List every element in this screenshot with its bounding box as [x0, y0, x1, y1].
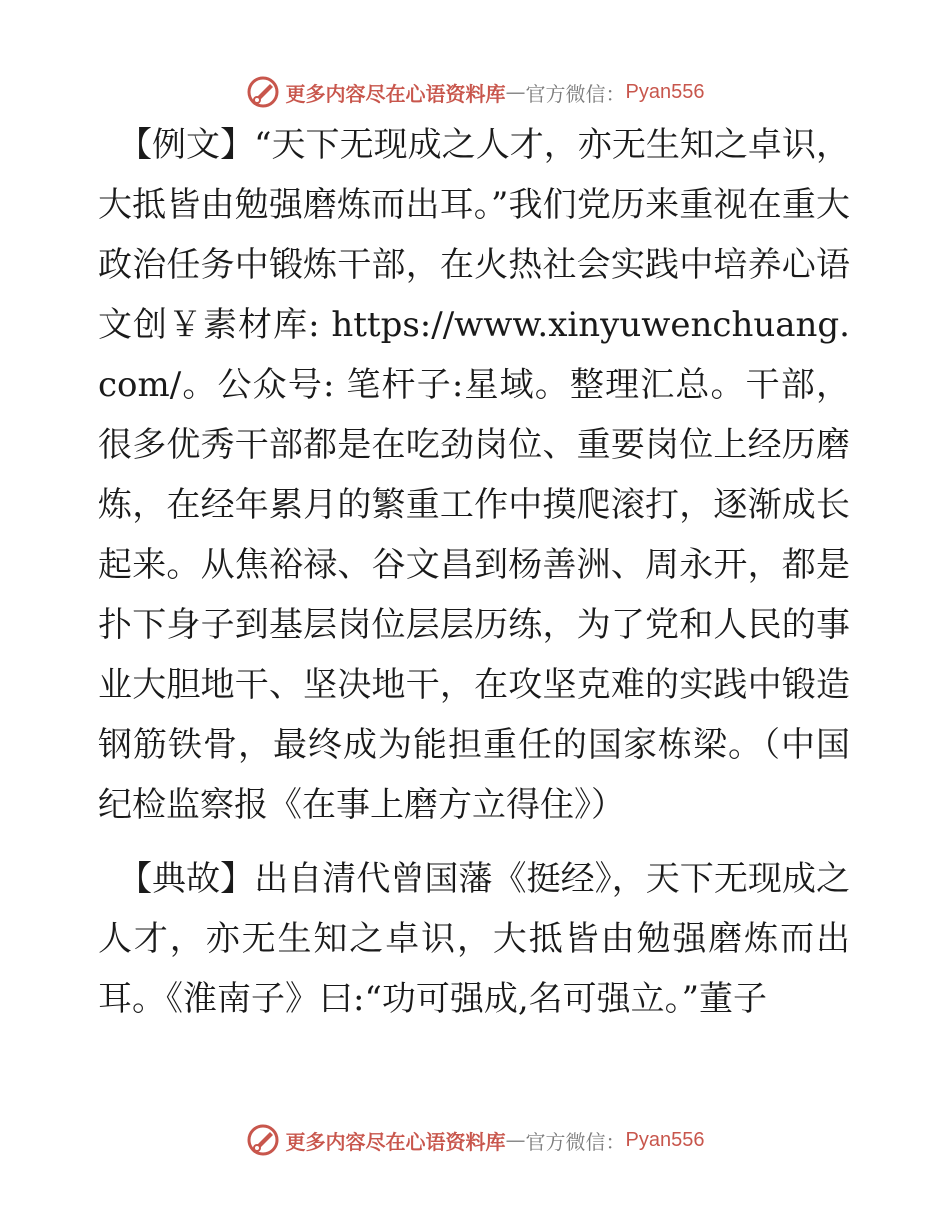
paragraph-allusion: 【典故】出自清代曾国藩《挺经》，天下无现成之人才，亦无生知之卓识，大抵皆由勉强磨炼而出耳。《淮南子》曰:“功可强成,名可强立。”董子: [98, 859, 850, 1019]
brand-logo-icon: [246, 1123, 280, 1157]
header-banner: [0, 72, 950, 112]
banner-dash: —: [505, 80, 526, 104]
paragraph-example: 【例文】“天下无现成之人才，亦无生知之卓识，大抵皆由勉强磨炼而出耳。”我们党历来重视在重大政治任务中锻炼干部，在火热社会实践中培养心语文创￥素材库: https://www.xinyuwenchuang.com/。公众号: 笔杆子:星域。整理汇总。干部，很多优秀干部都是在吃劲岗位、重要岗位上经历磨炼，在经年累月的繁重工作中摸爬滚打，逐渐成长起来。从焦裕禄、谷文昌到杨善洲、周永开，都是扑下身子到基层岗位层层历练，为了党和人民的事业大胆地干、坚决地干，在攻坚克难的实践中锻造钢筋铁骨，最终成为能担重任的国家栋梁。（中国纪检监察报《在事上磨方立得住》）: [98, 125, 850, 825]
brand-logo-icon: [246, 75, 280, 109]
banner-wechat-id: Pyan556: [625, 1128, 705, 1151]
banner-wechat-label: 官方微信：: [525, 1129, 626, 1154]
banner-title: 更多内容尽在心语资料库: [285, 81, 506, 106]
document-body: [98, 115, 850, 1029]
banner-wechat-label: 官方微信：: [525, 81, 626, 106]
banner-dash: —: [505, 1128, 526, 1152]
banner-wechat-id: Pyan556: [625, 80, 705, 103]
banner-title: 更多内容尽在心语资料库: [285, 1129, 506, 1154]
footer-banner: [0, 1120, 950, 1160]
